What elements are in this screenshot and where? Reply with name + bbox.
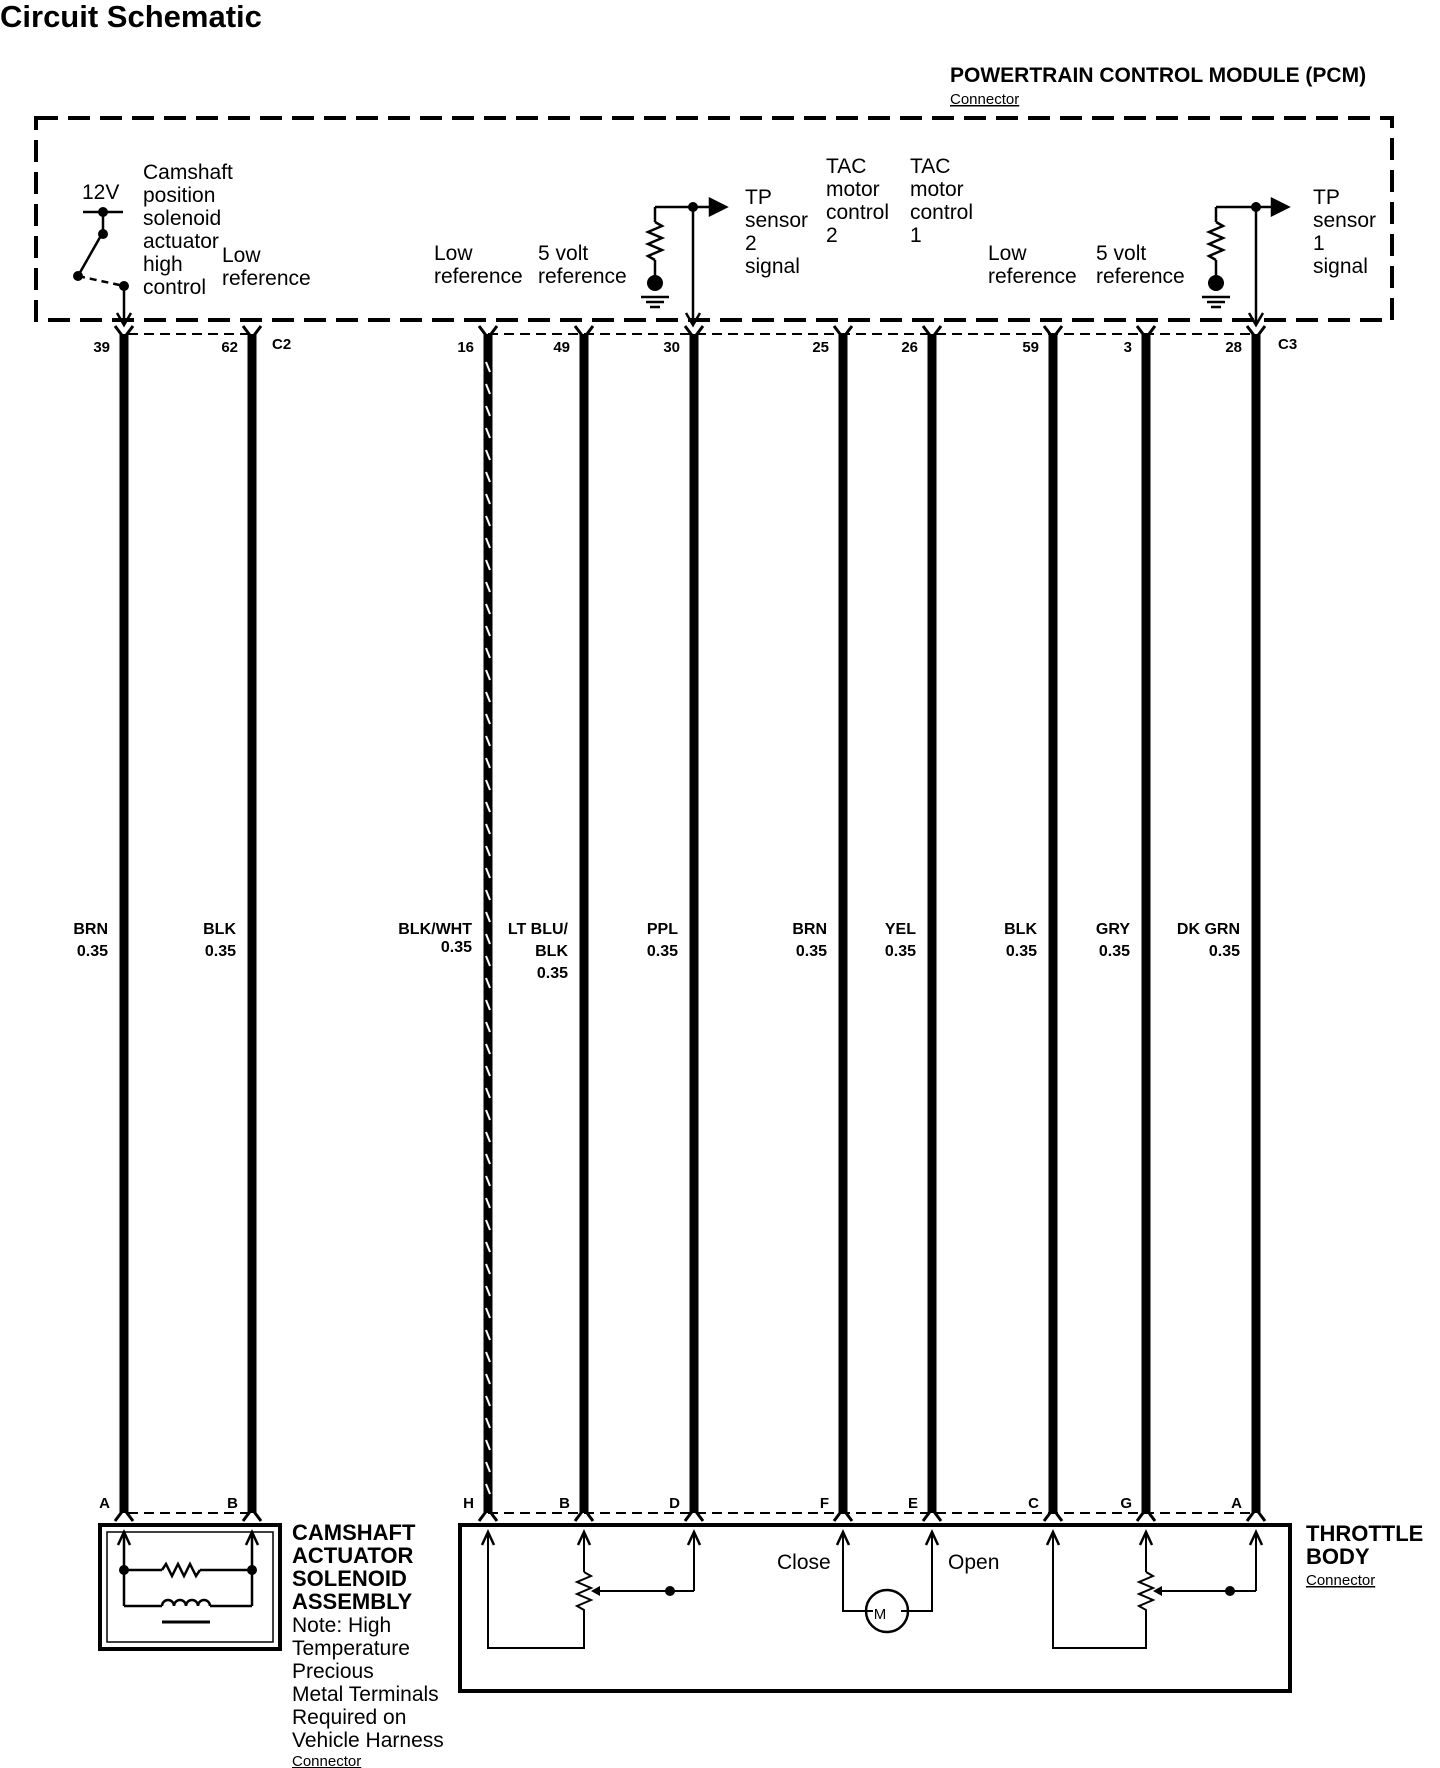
voltage-label: 12V	[82, 181, 120, 204]
pcm-label-tp1-signal: TP sensor 1 signal	[1313, 186, 1377, 278]
junction-dot	[1251, 202, 1261, 212]
end-pin-label: F	[819, 1495, 829, 1512]
connector-c3-label: C3	[1278, 336, 1298, 353]
pcm-label-low-ref-16: Low reference	[434, 242, 523, 288]
cam-note-line: Temperature	[292, 1637, 410, 1660]
junction-dot	[119, 1565, 129, 1575]
pcm-label-five-volt-3: 5 volt reference	[1096, 242, 1185, 288]
wire-gauge-label: 0.35	[1098, 943, 1130, 960]
page-title: Circuit Schematic	[0, 0, 262, 34]
end-pin-label: B	[559, 1495, 570, 1512]
switch-node	[119, 281, 129, 291]
junction-dot	[247, 1565, 257, 1575]
close-label: Close	[777, 1551, 831, 1574]
end-pin-label: A	[1231, 1495, 1242, 1512]
wire-color-label: GRY	[1095, 921, 1130, 938]
wire-gauge-label: 0.35	[1208, 943, 1240, 960]
pin-label: 25	[812, 339, 829, 356]
wire-color-label: BLK	[203, 921, 236, 938]
cam-note-line: Required on	[292, 1706, 407, 1729]
wire-28	[1177, 326, 1265, 1521]
pcm-label-tac1: TAC motor control 1	[910, 155, 974, 247]
end-pin-label: G	[1120, 1495, 1132, 1512]
connector-c2-label: C2	[272, 336, 292, 353]
end-pin-label: C	[1028, 1495, 1039, 1512]
wire-color-label: LT BLU/	[507, 921, 568, 938]
pcm-label-tac2: TAC motor control 2	[826, 155, 890, 247]
ground-dot	[1208, 275, 1224, 291]
wire-color-label: BRN	[792, 921, 827, 938]
tb-connector-word: Connector	[1306, 1572, 1376, 1589]
pin-label: 16	[457, 339, 474, 356]
wire-gauge-label: 0.35	[1005, 943, 1037, 960]
end-pin-label: D	[669, 1495, 680, 1512]
wire-16	[398, 326, 497, 1521]
tp2-pullup-circuit	[641, 199, 726, 325]
wire-gauge-label: 0.35	[646, 943, 678, 960]
end-pin-label: B	[227, 1495, 238, 1512]
wire-color2-label: BLK	[535, 943, 568, 960]
cam-high-switch	[78, 212, 131, 325]
tb-name-line: THROTTLE	[1306, 1521, 1424, 1546]
cam-name-line: SOLENOID	[292, 1566, 407, 1591]
tp1-pullup-circuit	[1202, 199, 1288, 325]
end-pin-label: E	[907, 1495, 918, 1512]
camshaft-assembly-text	[292, 1520, 444, 1768]
wire-39	[73, 326, 133, 1521]
pin-label: 3	[1123, 339, 1132, 356]
pin-label: 39	[93, 339, 110, 356]
pcm-label-low-ref-62: Low reference	[222, 244, 311, 290]
pin-label: 59	[1022, 339, 1039, 356]
wire-gauge-label: 0.35	[536, 965, 568, 982]
cam-note-line: Note: High	[292, 1614, 392, 1637]
wire-color-label: BLK/WHT	[398, 921, 472, 938]
pcm-label-low-ref-59: Low reference	[988, 242, 1077, 288]
switch-node	[98, 207, 108, 217]
end-pin-label: H	[463, 1495, 474, 1512]
pcm-labels	[143, 155, 1376, 299]
wire-3	[1096, 326, 1155, 1521]
pin-label: 49	[553, 339, 570, 356]
cam-connector-word: Connector	[292, 1753, 362, 1768]
cam-note-line: Precious	[292, 1660, 374, 1683]
pcm-label-cam-high-control: Camshaft position solenoid actuator high control	[143, 161, 233, 299]
switch-node	[73, 271, 83, 281]
cam-note-line: Vehicle Harness	[292, 1729, 444, 1752]
wires	[73, 326, 1265, 1521]
cam-name-line: ASSEMBLY	[292, 1589, 413, 1614]
wire-26	[885, 326, 941, 1521]
pcm-connector-word: Connector	[950, 91, 1020, 108]
wire-gauge-label: 0.35	[884, 943, 916, 960]
tb-name-line: BODY	[1306, 1544, 1370, 1569]
cam-name-line: ACTUATOR	[292, 1543, 414, 1568]
junction-dot	[665, 1586, 675, 1596]
wire-color-label: BLK	[1004, 921, 1037, 938]
wire-62	[203, 326, 261, 1521]
wire-color-label: YEL	[884, 921, 916, 938]
wire-gauge-label: 0.35	[76, 943, 108, 960]
open-label: Open	[948, 1551, 1000, 1574]
camshaft-assembly-box	[100, 1525, 280, 1649]
pin-label: 28	[1225, 339, 1242, 356]
pin-label: 62	[221, 339, 238, 356]
cam-note-line: Metal Terminals	[292, 1683, 439, 1706]
wire-49	[508, 326, 593, 1521]
wire-gauge-label: 0.35	[204, 943, 236, 960]
junction-dot	[1225, 1586, 1235, 1596]
switch-node	[98, 229, 108, 239]
pcm-label-tp2-signal: TP sensor 2 signal	[745, 186, 809, 278]
ground-dot	[647, 275, 663, 291]
end-pin-label: A	[99, 1495, 110, 1512]
junction-dot	[688, 202, 698, 212]
wire-color-label: DK GRN	[1176, 921, 1240, 938]
pcm-label-five-volt-49: 5 volt reference	[538, 242, 627, 288]
pin-label: 26	[901, 339, 918, 356]
wire-25	[792, 326, 852, 1521]
cam-name-line: CAMSHAFT	[292, 1520, 416, 1545]
wire-gauge-label: 0.35	[440, 939, 472, 956]
wire-59	[1004, 326, 1062, 1521]
pin-label: 30	[663, 339, 680, 356]
wire-color-label: BRN	[73, 921, 108, 938]
pcm-name: POWERTRAIN CONTROL MODULE (PCM)	[950, 64, 1367, 87]
wire-30	[647, 326, 703, 1521]
wire-gauge-label: 0.35	[795, 943, 827, 960]
wire-color-label: PPL	[646, 921, 678, 938]
motor-label: M	[873, 1606, 887, 1623]
